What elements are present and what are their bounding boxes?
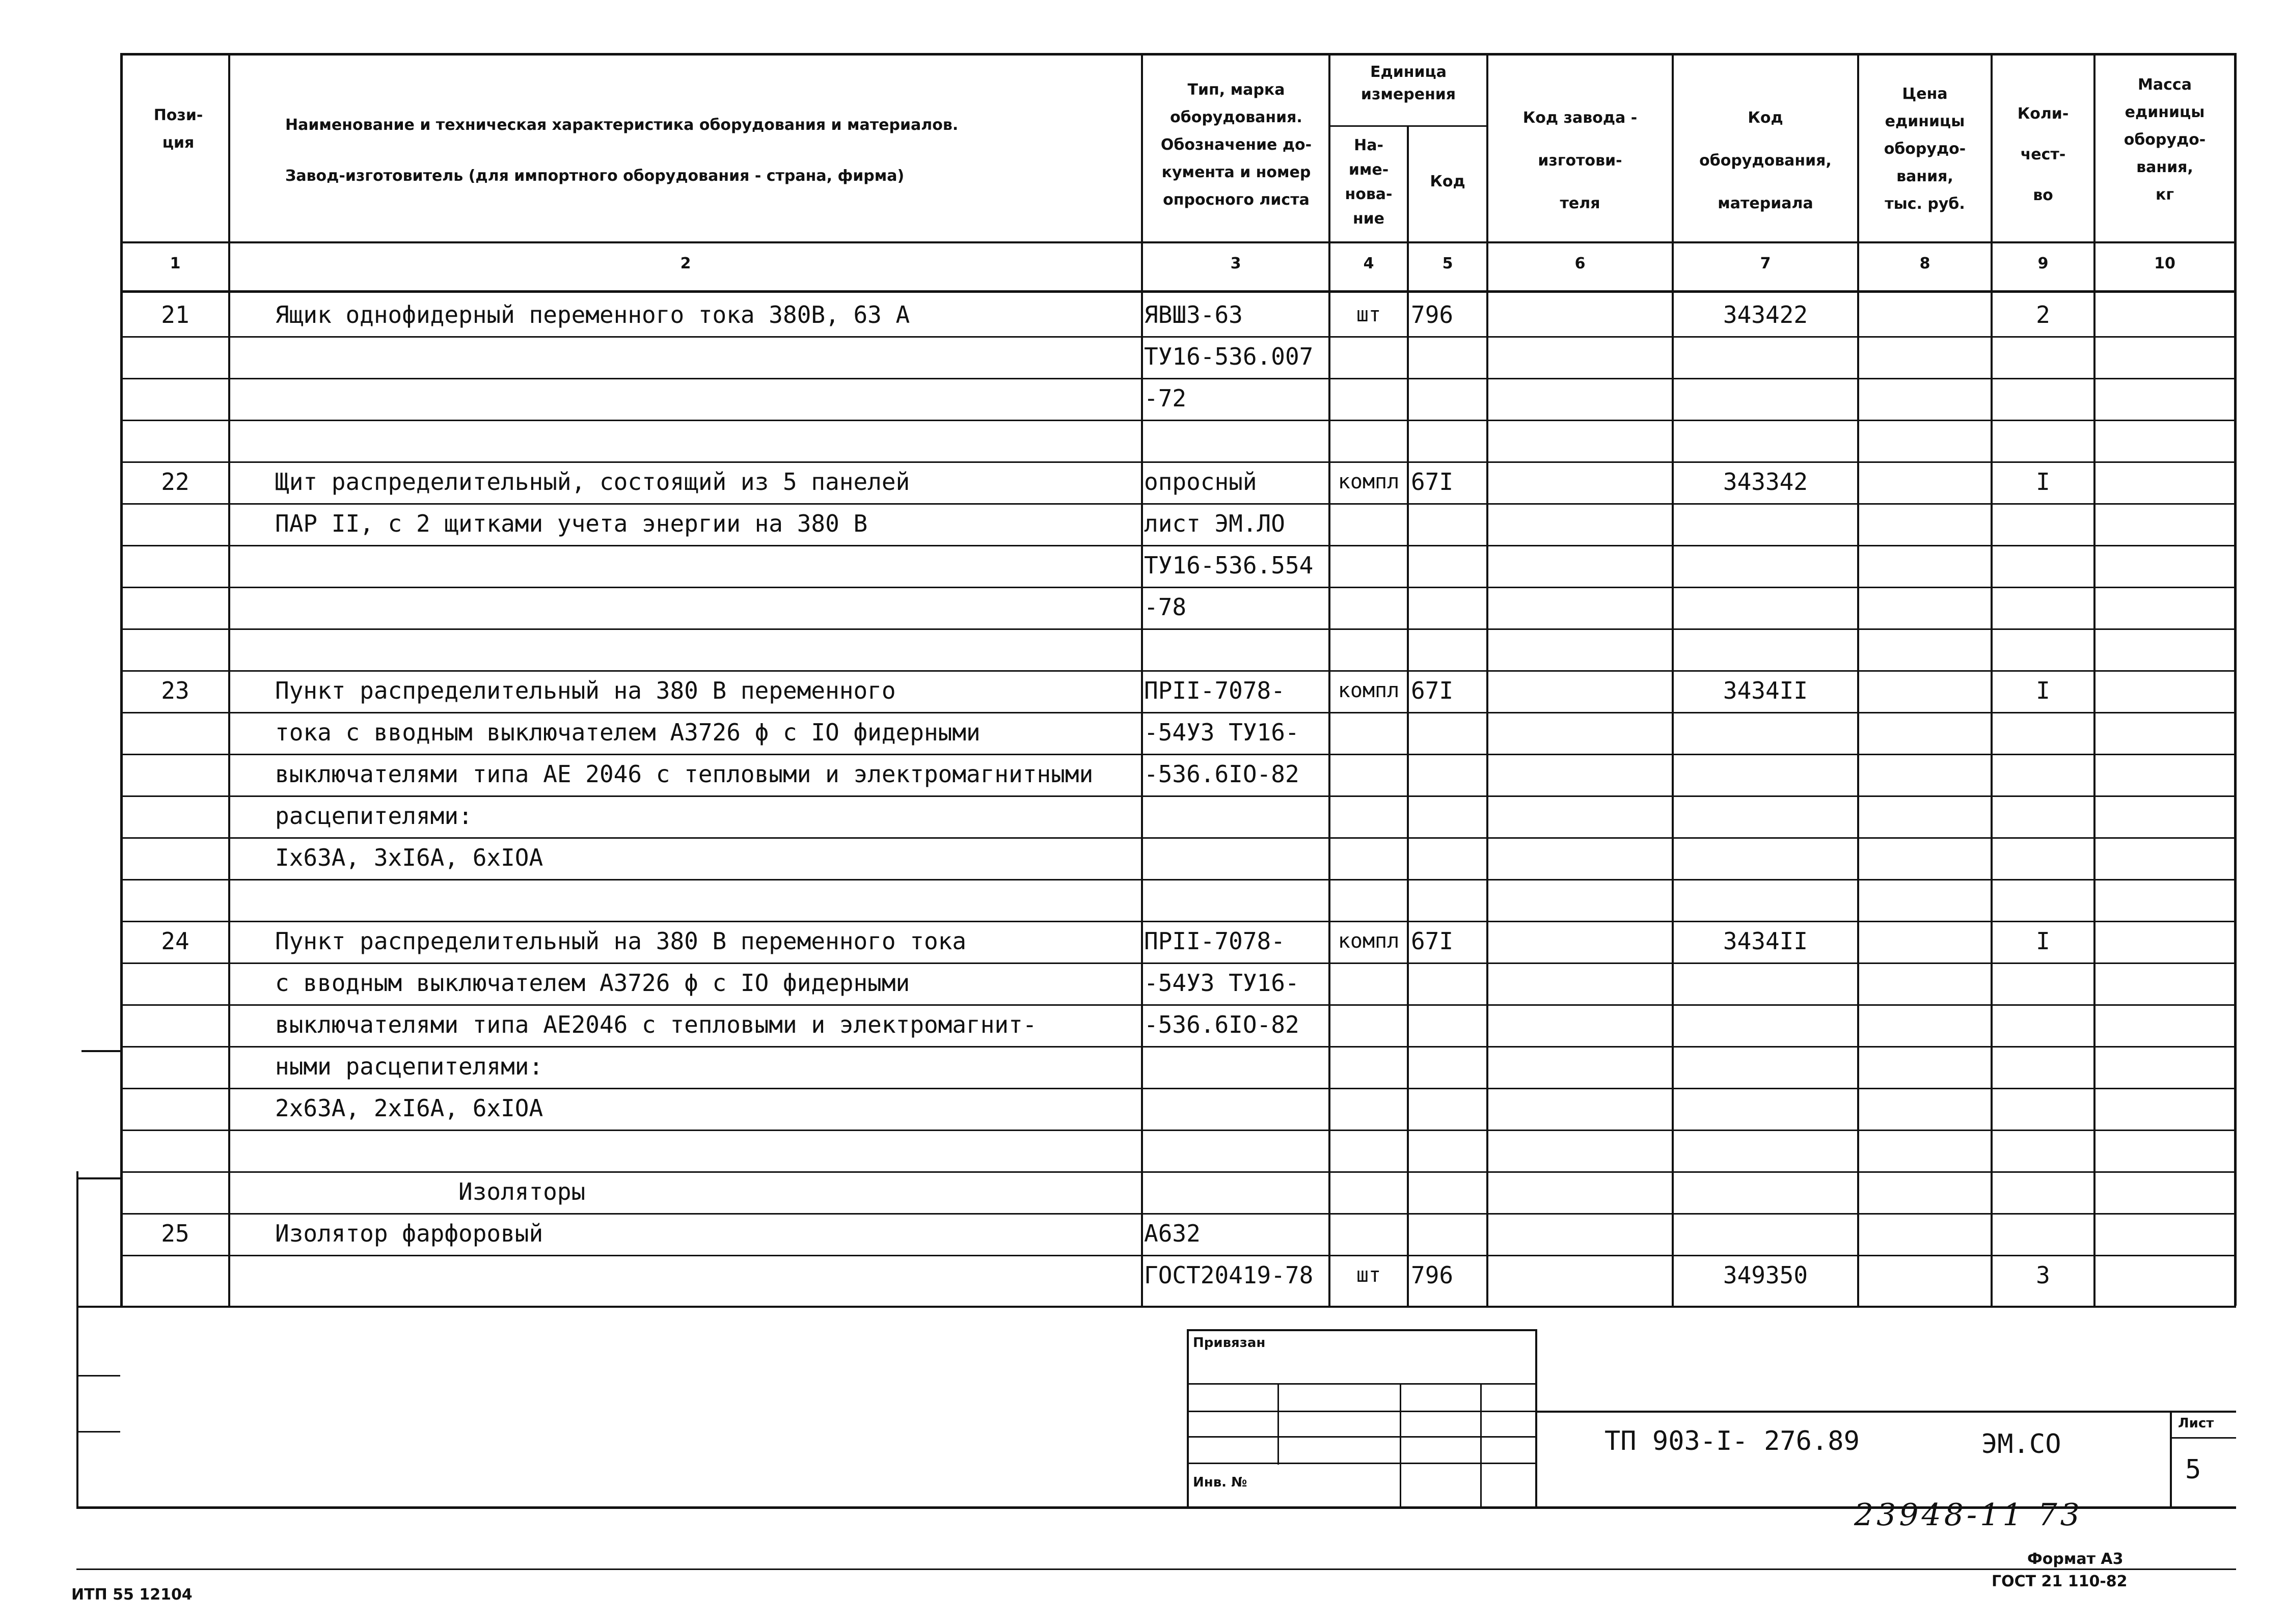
cell-type: -54У3 ТУ16- [1144,719,1299,746]
stamp-line [1535,1329,1537,1507]
colnum-9: 9 [2037,255,2049,272]
inv-no-label: Инв. № [1193,1475,1247,1490]
colnum-6: 6 [1574,255,1586,272]
frame-right [2234,53,2237,1306]
cell-unit-code: 67I [1411,927,1454,955]
header-price: Цена единицы оборудо- вания, тыс. руб. [1884,85,1966,213]
cell-type: лист ЭМ.ЛО [1144,510,1285,537]
cell-type: ТУ16-536.007 [1144,343,1314,370]
numbers-bottom [122,290,2236,293]
cell-name: Пункт распределительный на 380 В переменного [275,677,896,704]
header-unit-group: Единица измерения [1360,63,1456,103]
cell-name: Изолятор фарфоровый [275,1220,543,1247]
cell-name: Ящик однофидерный переменного тока 380В, 63 А [275,301,910,328]
itp-label: ИТП 55 12104 [71,1586,193,1604]
cell-equipment-code: 343342 [1723,468,1808,496]
colnum-3: 3 [1230,255,1241,272]
header-bottom [122,241,2236,243]
handwritten-number: 23948-11 73 [1854,1497,2083,1533]
header-position: Пози- ция [153,106,203,152]
colnum-10: 10 [2154,255,2175,272]
colnum-8: 8 [1919,255,1930,272]
cell-type: -536.6IO-82 [1144,760,1299,788]
footer-line [76,1568,2236,1570]
header-factory-code: Код завода - изготови- теля [1522,109,1638,212]
table-bottom [76,1306,2236,1308]
cell-unit-code: 67I [1411,677,1454,704]
document-code: ТП 903-I- 276.89 [1604,1426,1860,1456]
cell-name: выключателями типа АЕ2046 с тепловыми и электромагнит- [275,1011,1037,1038]
cell-position: 24 [161,927,189,955]
stamp-line [1277,1383,1279,1465]
cell-name: расцепителями: [275,802,473,830]
cell-type: опросный [1144,468,1257,496]
colnum-2: 2 [680,255,691,272]
cell-equipment-code: 3434II [1723,927,1808,955]
header-unit-name: На- име- нова- ние [1345,136,1393,228]
header-quantity: Коли- чест- во [2017,105,2069,204]
stamp-line [1187,1411,1536,1412]
cell-unit-name: шт [1356,1263,1381,1287]
stamp-line [1187,1329,1536,1331]
cell-type: ЯВШЗ-63 [1144,301,1243,328]
cell-name: Пункт распределительный на 380 В переменного тока [275,927,967,955]
row-line [122,1171,2236,1173]
header-equipment-code: Код оборудования, материала [1699,109,1832,212]
header-unit-code: Код [1430,173,1465,190]
stamp-line [1400,1383,1401,1507]
stamp-line [1187,1463,1536,1464]
cell-name: Щит распределительный, состоящий из 5 панелей [275,468,910,496]
stamp-line [1187,1329,1189,1507]
frame-left-lower [76,1171,78,1507]
stamp-line [1187,1383,1536,1385]
cell-name: тока с вводным выключателем А3726 ϕ с IO фидерными [275,719,981,746]
cell-position: 21 [161,301,189,328]
cell-name: выключателями типа АЕ 2046 с тепловыми и электромагнитными [275,760,1094,788]
cell-unit-code: 67I [1411,468,1454,496]
cell-quantity: I [2036,677,2050,704]
vline-1 [228,53,230,1306]
stamp-line [2170,1437,2236,1439]
header-mass: Масса единицы оборудо- вания, кг [2124,76,2206,204]
privyazan-label: Привязан [1193,1335,1266,1351]
cell-type: А632 [1144,1220,1201,1247]
cell-type: ТУ16-536.554 [1144,552,1314,579]
cell-position: 22 [161,468,189,496]
cell-equipment-code: 343422 [1723,301,1808,328]
cell-quantity: I [2036,468,2050,496]
stamp-line [1480,1383,1482,1507]
cell-unit-name: шт [1356,303,1381,326]
stamp-line [2170,1411,2172,1507]
format-label: Формат А3 [2027,1550,2124,1568]
row-line [122,879,2236,880]
stamp-line [1535,1411,2236,1413]
cell-type: -78 [1144,593,1187,621]
gost-label: ГОСТ 21 110-82 [1992,1573,2128,1590]
cell-unit-name: компл [1338,929,1400,953]
vline-5 [1486,53,1488,1306]
cell-equipment-code: 3434II [1723,677,1808,704]
cell-equipment-code: 349350 [1723,1261,1808,1289]
sheet-label: Лист [2178,1416,2214,1431]
row-line [122,420,2236,421]
vline-7 [1857,53,1859,1306]
cell-name: ПАР II, с 2 щитками учета энергии на 380 В [275,510,868,537]
frame-top [122,53,2236,56]
margin-tick [81,1050,120,1052]
cell-name: Изоляторы [458,1178,586,1205]
margin-tick [76,1177,120,1179]
cell-type: ГОСТ20419-78 [1144,1261,1314,1289]
margin-tick [76,1375,120,1377]
sheet-code: ЭМ.СО [1981,1429,2061,1460]
row-line [122,1130,2236,1131]
cell-name: с вводным выключателем А3726 ϕ с IO фидерными [275,969,910,997]
colnum-5: 5 [1442,255,1453,272]
header-name: Наименование и техническая характеристика оборудования и материалов. Завод-изготовитель (для импортного оборудования - страна, фирма) [285,116,959,185]
cell-type: -72 [1144,384,1187,412]
cell-unit-code: 796 [1411,301,1454,328]
colnum-1: 1 [170,255,181,272]
sheet-number: 5 [2185,1454,2201,1485]
header-type: Тип, марка оборудования. Обозначение до- кумента и номер опросного листа [1160,81,1312,209]
cell-name: ными расцепителями: [275,1053,543,1080]
cell-position: 23 [161,677,189,704]
cell-name: Iх63А, 3хI6А, 6хIOА [275,844,543,871]
cell-type: -536.6IO-82 [1144,1011,1299,1038]
cell-unit-name: компл [1338,470,1400,493]
cell-position: 25 [161,1220,189,1247]
cell-quantity: I [2036,927,2050,955]
colnum-4: 4 [1363,255,1374,272]
vline-2 [1141,53,1143,1306]
cell-type: -54У3 ТУ16- [1144,969,1299,997]
colnum-7: 7 [1760,255,1771,272]
row-line [122,628,2236,630]
cell-type: ПРII-7078- [1144,677,1285,704]
cell-quantity: 2 [2036,301,2050,328]
vline-9 [2093,53,2096,1306]
margin-tick [76,1431,120,1433]
cell-unit-name: компл [1338,679,1400,702]
vline-4 [1407,125,1409,1306]
cell-unit-code: 796 [1411,1261,1454,1289]
cell-name: 2х63А, 2хI6А, 6хIOА [275,1094,543,1122]
cell-quantity: 3 [2036,1261,2050,1289]
stamp-line [1187,1436,1536,1438]
cell-type: ПРII-7078- [1144,927,1285,955]
